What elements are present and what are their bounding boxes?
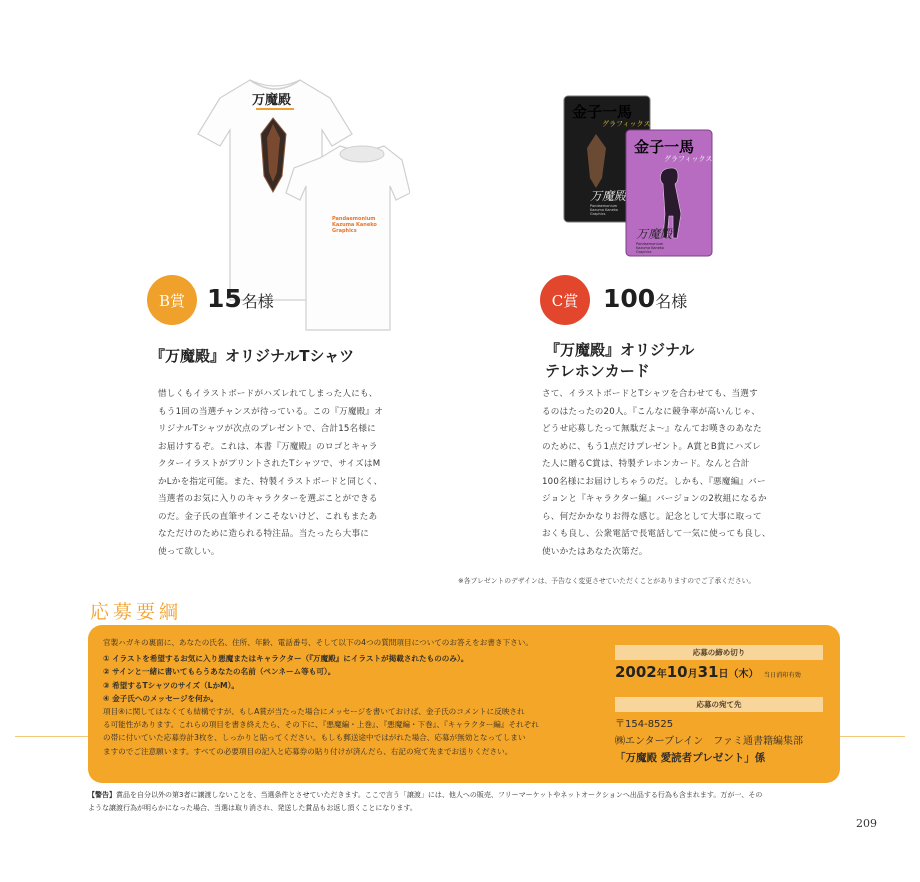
prize-c-line: 使いかたはあなた次第だ。 <box>542 546 648 557</box>
purple-card-mark: 万魔殿 <box>636 227 673 241</box>
purple-card-print-2: Kazuma Kaneko <box>636 246 664 250</box>
prize-c-line: るのはたったの20人。『こんなに競争率が高いんじゃ、 <box>542 406 761 417</box>
prize-b-line: もう1回の当選チャンスが待っている。この『万魔殿』オ <box>158 406 383 417</box>
tshirt-back-print-1: Pandaemonium <box>332 216 376 222</box>
prize-c-line: ジョンと『キャラクター編』バージョンの2枚組になるか <box>542 494 767 504</box>
prize-b-count-number: 15 <box>207 284 242 313</box>
prize-c-count-unit: 名様 <box>655 292 688 311</box>
prize-b-description <box>158 386 388 561</box>
tshirt-back-print-2: Kazuma Kaneko <box>332 222 377 228</box>
prize-c-line: 100名様にお届けしちゃうのだ。しかも、『悪魔編』バー <box>542 476 766 487</box>
entry-question-item: ② サインと一緒に書いてもらうあなたの名前（ペンネーム等も可）。 <box>103 667 336 677</box>
warning-line: ような譲渡行為が明らかになった場合、当選は取り消され、発送した賞品もお返し頂くことになります。 <box>88 804 417 812</box>
entry-note-line: る可能性があります。これらの項目を書き終えたら、その下に、『悪魔編・上巻』、『悪魔編・下巻』、『キャラクター編』それぞれ <box>103 720 539 730</box>
entry-intro: 官製ハガキの裏面に、あなたの氏名、住所、年齢、電話番号、そして以下の4つの質問項目についてのお答えをお書き下さい。 <box>103 638 533 647</box>
prize-c-title-line: 『万魔殿』オリジナル <box>545 341 695 359</box>
prize-b-line: クターイラストがプリントされたTシャツで、サイズはM <box>158 459 381 469</box>
warning-label: 【警告】 <box>88 791 116 799</box>
prize-c-line: さて、イラストボードとTシャツを合わせても、当選す <box>542 389 758 399</box>
black-card-print-3: Graphics <box>590 212 606 216</box>
entry-question-list <box>103 652 608 705</box>
prize-b-line: 惜しくもイラストボードがハズレれてしまった人にも、 <box>158 389 378 399</box>
entry-note-line: の帯に付いていた応募券計3枚を、しっかりと貼ってください。もしも郵送途中ではがれた場合、応募が無効となってしまい <box>103 733 526 743</box>
entry-notes <box>103 705 608 758</box>
telephone-cards-illustration <box>560 92 715 260</box>
prize-b-line: 当選者のお気に入りのキャラクターを選ぶことができる <box>158 494 378 504</box>
prize-b-line: のだ。金子氏の直筆サインこそないけど、これもまたあ <box>158 511 378 522</box>
deadline-month-unit: 月 <box>687 669 698 680</box>
address-company: ㈱エンターブレイン ファミ通書籍編集部 <box>615 736 803 747</box>
prize-b-line: なただけのために造られる特注品。当たったら大事に <box>158 529 370 539</box>
prize-c-line: のために、もう1点だけプレゼント。A賞とB賞にハズレ <box>542 441 761 452</box>
black-card-print-1: Pandaemonium <box>590 204 618 208</box>
prize-c-title <box>545 340 694 382</box>
purple-card-subtitle: グラフィックス <box>664 155 713 163</box>
prize-c-count <box>603 284 687 313</box>
deadline-weekday: （木） <box>728 669 759 680</box>
entry-instructions <box>103 636 608 758</box>
prize-c-line: おくも良し、公衆電話で長電話して一気に使っても良し、 <box>542 529 771 539</box>
entry-question-item: ④ 金子氏へのメッセージを何か。 <box>103 693 218 703</box>
prize-b-line: かLかを指定可能。また、特製イラストボードと同じく、 <box>158 476 383 487</box>
page-number: 209 <box>856 817 877 830</box>
black-card-print-2: Kazuma Kaneko <box>590 208 618 212</box>
black-card-mark: 万魔殿 <box>590 189 627 203</box>
deadline-year: 2002 <box>615 663 657 681</box>
warning-line: 賞品を自分以外の第3者に譲渡しないことを、当選条件とさせていただきます。ここで言う「譲渡」には、他人への販売、フリーマーケットやネットオークションへ出品する行為も含まれます。万が一、その <box>116 791 763 799</box>
prize-b-badge-label: B賞 <box>158 291 186 310</box>
black-card-title: 金子一馬 <box>572 103 633 121</box>
warning-notice <box>88 789 840 815</box>
purple-card-print-1: Pandaemonium <box>636 242 664 246</box>
address-recipient: 「万魔殿 愛読者プレゼント」係 <box>615 752 766 764</box>
prize-b-count <box>207 284 274 313</box>
prize-c-line: た人に贈るC賞は、特製テレホンカード。なんと合計 <box>542 459 750 469</box>
deadline-postmark-note: 当日消印有効 <box>763 672 801 679</box>
prize-c-description <box>542 386 782 561</box>
prize-c-line: どうせ応募したって無駄だよ〜』なんてお嘆きのあなた <box>542 424 762 434</box>
entry-question-item: ① イラストを希望するお気に入り悪魔またはキャラクター（『万魔殿』にイラストが掲載されたもののみ）。 <box>103 654 469 664</box>
entry-note-line: ますのでご注意願います。すべての必要項目の記入と応募券の貼り付けが済んだら、右記の宛て先までお送りください。 <box>103 746 513 756</box>
entry-note-line: 項目④に関してはなくても結構ですが、もしA賞が当たった場合にメッセージを書いておけば、金子氏のコメントに反映され <box>103 707 525 717</box>
black-card-subtitle: グラフィックス <box>602 120 651 128</box>
prize-c-badge-label: C賞 <box>551 291 579 310</box>
prize-b-badge <box>147 275 197 325</box>
address-label: 応募の宛て先 <box>615 697 823 712</box>
entry-question-item: ③ 希望するTシャツのサイズ（LかM）。 <box>103 680 239 690</box>
prize-c-count-number: 100 <box>603 284 656 313</box>
design-change-note: ※各プレゼントのデザインは、予告なく変更させていただくことがありますのでご了承ください。 <box>458 577 756 585</box>
deadline-month: 10 <box>666 663 688 681</box>
prize-c-title-line: テレホンカード <box>545 362 650 380</box>
prize-c-badge <box>540 275 590 325</box>
prize-b-line: お届けするぞ。これは、本書『万魔殿』のロゴとキャラ <box>158 441 378 452</box>
deadline-day: 31 <box>697 663 719 681</box>
prize-b-count-unit: 名様 <box>241 292 274 311</box>
deadline-day-unit: 日 <box>718 669 729 680</box>
prize-c-line: ら、何だかかなりお得な感じ。記念として大事に取って <box>542 511 762 522</box>
tshirt-back-print-3: Graphics <box>332 228 357 234</box>
entry-section-title: 応募要綱 <box>90 601 183 623</box>
deadline-date <box>615 663 835 681</box>
prize-b-line: 使って欲しい。 <box>158 546 220 557</box>
prize-b-title: 『万魔殿』オリジナルTシャツ <box>150 347 355 365</box>
prize-b-line: リジナルTシャツが次点のプレゼントで、合計15名様に <box>158 424 376 434</box>
purple-card-print-3: Graphics <box>636 250 652 254</box>
deadline-label: 応募の締め切り <box>615 645 823 660</box>
address-postal-code: 〒154-8525 <box>615 719 674 730</box>
mailing-address <box>615 716 837 767</box>
deadline-year-unit: 年 <box>656 669 667 680</box>
purple-card-title: 金子一馬 <box>634 138 695 156</box>
tshirt-front-logo: 万魔殿 <box>252 93 292 108</box>
